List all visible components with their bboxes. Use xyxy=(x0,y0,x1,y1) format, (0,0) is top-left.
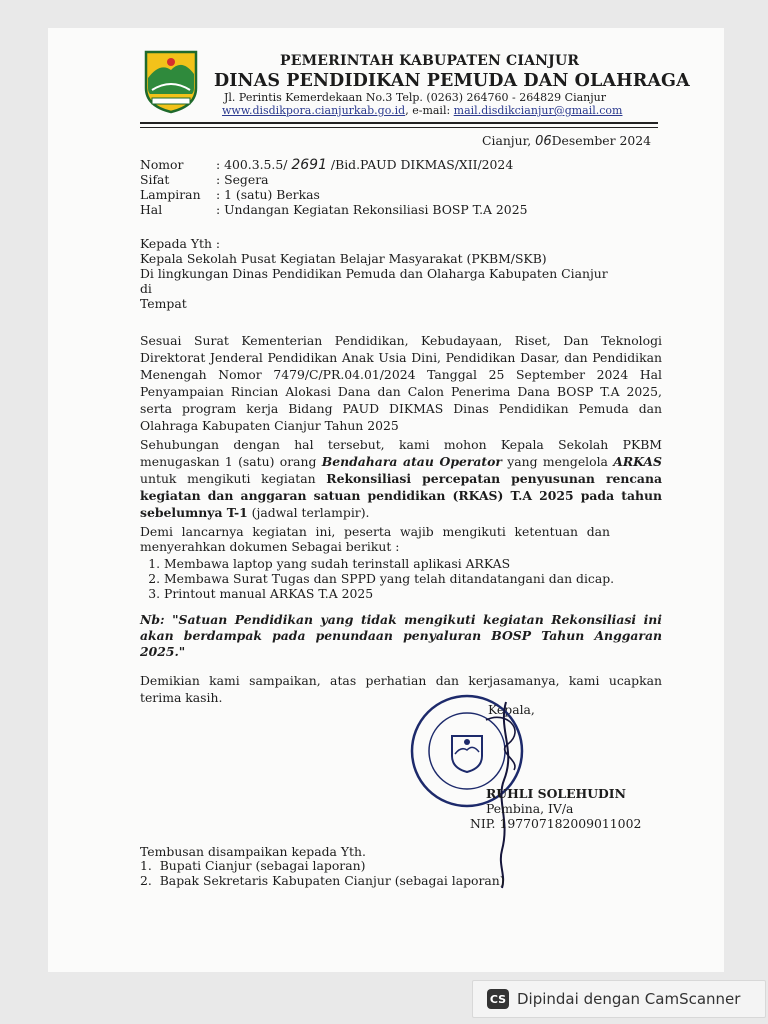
hal-value: : Undangan Kegiatan Rekonsiliasi BOSP T.A 2025 xyxy=(216,202,528,217)
header-address: Jl. Perintis Kemerdekaan No.3 Telp. (0263) 264760 - 264829 Cianjur xyxy=(224,91,607,104)
website-link[interactable]: www.disdikpora.cianjurkab.go.id xyxy=(222,104,406,117)
signatory-nip: NIP. 197707182009011002 xyxy=(470,816,642,831)
note-paragraph xyxy=(140,612,662,660)
signature-title: Kepala, xyxy=(488,702,535,717)
header-divider xyxy=(140,122,658,128)
list-item: 3. Printout manual ARKAS T.A 2025 xyxy=(164,586,614,601)
recipient-line-4: di xyxy=(140,281,152,296)
paragraph-1: Sesuai Surat Kementerian Pendidikan, Kebudayaan, Riset, Dan Teknologi Direktorat Jenderal Pendidikan Anak Usia Dini, Pendidikan Dasar, dan Pendidikan Menengah Nomor 7479/C/PR.04.01/2024 Tanggal 25 September 2024 Hal Penyampaian Rincian Alokasi Dana dan Calon Penerima Dana BOSP T.A 2025, serta program kerja Bidang PAUD DIKMAS Dinas Pendidikan Pemuda dan Olahraga Kabupaten Cianjur Tahun 2025 xyxy=(140,333,662,433)
nomor-handwritten: 2691 xyxy=(291,157,327,173)
paragraph-2: Sehubungan dengan hal tersebut, kami mohon Kepala Sekolah PKBM menugaskan 1 (satu) orang Bendahara atau Operator yang mengelola ARKAS untuk mengikuti kegiatan Rekonsiliasi percepatan penyusunan rencana kegiatan dan anggaran satuan pendidikan (RKAS) T.A 2025 pada tahun sebelumnya T-1 (jadwal terlampir). xyxy=(140,437,662,520)
email-label: , e-mail: xyxy=(405,104,454,117)
header-agency: DINAS PENDIDIKAN PEMUDA DAN OLAHRAGA xyxy=(214,71,690,91)
sifat-value: : Segera xyxy=(216,172,269,187)
recipient-line-3: Di lingkungan Dinas Pendidikan Pemuda dan Olaharga Kabupaten Cianjur xyxy=(140,266,608,281)
camscanner-watermark xyxy=(472,980,766,1018)
signatory-rank: Pembina, IV/a xyxy=(486,801,574,816)
lampiran-label: Lampiran xyxy=(140,187,201,202)
closing-paragraph: Demikian kami sampaikan, atas perhatian dan kerjasamanya, kami ucapkan terima kasih. xyxy=(140,673,662,705)
header-government: PEMERINTAH KABUPATEN CIANJUR xyxy=(280,53,580,69)
signatory-name: RUHLI SOLEHUDIN xyxy=(486,786,626,801)
camscanner-text: Dipindai dengan CamScanner xyxy=(517,990,741,1008)
nomor-label: Nomor xyxy=(140,157,184,172)
list-item: 1. Membawa laptop yang sudah terinstall aplikasi ARKAS xyxy=(164,556,614,571)
requirements-list xyxy=(140,556,614,601)
paragraph-3: Demi lancarnya kegiatan ini, peserta wajib mengikuti ketentuan dan menyerahkan dokumen Sebagai berikut : xyxy=(140,524,610,554)
cc-item: 1. Bupati Cianjur (sebagai laporan) xyxy=(140,858,366,873)
email-link[interactable]: mail.disdikcianjur@gmail.com xyxy=(453,104,623,117)
note-label: Nb: xyxy=(140,612,165,627)
nomor-value: : 400.3.5.5/ 2691 /Bid.PAUD DIKMAS/XII/2024 xyxy=(216,157,514,173)
list-item: 2. Membawa Surat Tugas dan SPPD yang telah ditandatangani dan dicap. xyxy=(164,571,614,586)
sifat-label: Sifat xyxy=(140,172,170,187)
recipient-line-1: Kepada Yth : xyxy=(140,236,221,251)
letter-date: Cianjur, 06Desember 2024 xyxy=(482,133,651,149)
recipient-line-2: Kepala Sekolah Pusat Kegiatan Belajar Masyarakat (PKBM/SKB) xyxy=(140,251,547,266)
recipient-line-5: Tempat xyxy=(140,296,187,311)
date-day-handwritten: 06 xyxy=(535,134,552,149)
cc-item: 2. Bapak Sekretaris Kabupaten Cianjur (sebagai laporan) xyxy=(140,873,505,888)
cianjur-logo xyxy=(142,48,200,114)
lampiran-value: : 1 (satu) Berkas xyxy=(216,187,320,202)
note-text: "Satuan Pendidikan yang tidak mengikuti kegiatan Rekonsiliasi ini akan berdampak pada penundaan penyaluran BOSP Tahun Anggaran 2025." xyxy=(140,612,662,659)
camscanner-icon: CS xyxy=(487,989,509,1009)
cc-title: Tembusan disampaikan kepada Yth. xyxy=(140,844,366,859)
hal-label: Hal xyxy=(140,202,163,217)
header-contact xyxy=(222,104,622,117)
